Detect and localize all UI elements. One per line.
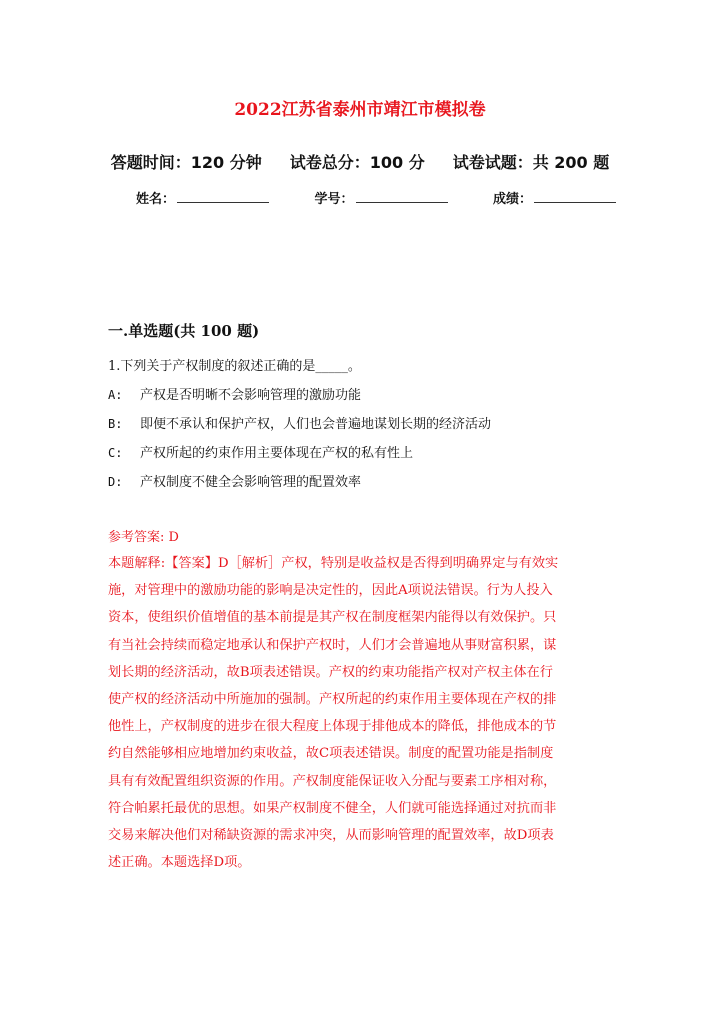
explanation-line: 资本，使组织价值增值的基本前提是其产权在制度框架内能得以有效保护。只 — [108, 610, 557, 626]
explanation-line: 使产权的经济活动中所施加的强制。产权所起的约束作用主要体现在产权的排 — [108, 692, 557, 708]
option-text: 产权制度不健全会影响管理的配置效率 — [140, 475, 362, 490]
explanation-line: 约自然能够相应地增加约束收益，故C项表述错误。制度的配置功能是指制度 — [108, 746, 554, 762]
question-stem: 1.下列关于产权制度的叙述正确的是_____。 — [108, 359, 361, 374]
explanation-line: 符合帕累托最优的思想。如果产权制度不健全，人们就可能选择通过对抗而非 — [108, 800, 557, 816]
student-id-field — [314, 188, 447, 207]
name-label: 姓名： — [136, 192, 176, 207]
exam-question-count: 试卷试题：共 200 题 — [452, 153, 610, 172]
student-id-label: 学号： — [314, 192, 354, 207]
exam-total-score: 试卷总分：100 分 — [289, 153, 425, 172]
answer-explanation — [108, 550, 608, 876]
explanation-line: 施，对管理中的激励功能的影响是决定性的，因此A项说法错误。行为人投入 — [108, 583, 553, 599]
option-key: D: — [108, 475, 123, 489]
option-key: C: — [108, 446, 123, 460]
option-a — [108, 384, 361, 403]
explanation-line: 有当社会持续而稳定地承认和保护产权时，人们才会普遍地从事财富积累，谋 — [108, 637, 557, 653]
student-info — [136, 188, 616, 207]
name-blank — [177, 188, 269, 203]
grade-label: 成绩： — [492, 192, 532, 207]
explanation-line: 他性上，产权制度的进步在很大程度上体现于排他成本的降低，排他成本的节 — [108, 719, 557, 735]
section-title: 一.单选题(共 100 题) — [108, 322, 260, 340]
option-d — [108, 471, 361, 490]
option-text: 产权所起的约束作用主要体现在产权的私有性上 — [140, 446, 414, 461]
option-key: B: — [108, 417, 123, 431]
option-c — [108, 442, 413, 461]
exam-time: 答题时间：120 分钟 — [110, 153, 262, 172]
grade-field — [493, 188, 616, 207]
explanation-line: 述正确。本题选择D项。 — [108, 855, 251, 871]
exam-meta — [0, 150, 720, 173]
option-key: A: — [108, 388, 123, 402]
explanation-line: 划长期的经济活动，故B项表述错误。产权的约束功能指产权对产权主体在行 — [108, 664, 553, 680]
explanation-line: 具有有效配置组织资源的作用。产权制度能保证收入分配与要素工序相对称， — [108, 773, 557, 789]
exam-title: 2022江苏省泰州市靖江市模拟卷 — [234, 100, 486, 120]
name-field — [136, 188, 269, 207]
explanation-line: 本题解释:【答案】D［解析］产权，特别是收益权是否得到明确界定与有效实 — [108, 556, 559, 571]
option-b — [108, 413, 491, 432]
explanation-line: 交易来解决他们对稀缺资源的需求冲突，从而影响管理的配置效率，故D项表 — [108, 828, 554, 844]
student-id-blank — [356, 188, 448, 203]
option-text: 产权是否明晰不会影响管理的激励功能 — [140, 388, 362, 403]
grade-blank — [534, 188, 616, 203]
option-text: 即便不承认和保护产权，人们也会普遍地谋划长期的经济活动 — [140, 417, 492, 432]
reference-answer: 参考答案: D — [108, 530, 179, 545]
